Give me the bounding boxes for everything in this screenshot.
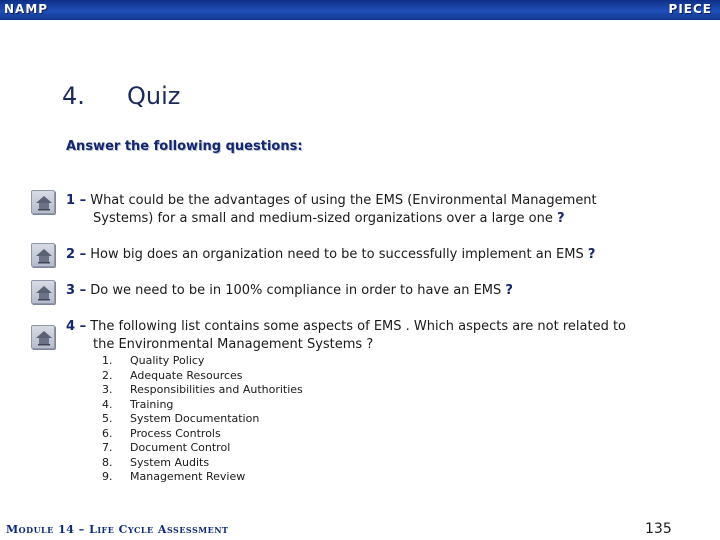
list-item: 2. Adequate Resources xyxy=(102,368,243,382)
home-icon xyxy=(35,329,53,347)
question-1-line2: Systems) for a small and medium-sized organizations over a large one xyxy=(93,211,553,226)
question-3-home-button[interactable] xyxy=(31,280,55,304)
home-icon xyxy=(35,194,53,212)
question-2-number: 2 – xyxy=(66,247,87,262)
header-bar xyxy=(0,0,720,20)
question-1-number: 1 – xyxy=(66,193,87,208)
question-2-home-button[interactable] xyxy=(31,243,55,267)
question-3-line1: Do we need to be in 100% compliance in order to have an EMS xyxy=(90,283,502,298)
list-item: 8. System Audits xyxy=(102,455,210,469)
question-1-line1: What could be the advantages of using the EMS (Environmental Management xyxy=(90,193,597,208)
home-icon xyxy=(35,247,53,265)
question-1-qmark: ? xyxy=(556,211,565,226)
header-piece-label: PIECE xyxy=(668,2,712,16)
question-1-home-button[interactable] xyxy=(31,190,55,214)
question-4-line1: The following list contains some aspects of EMS . Which aspects are not related to xyxy=(90,319,626,334)
question-4-line2: the Environmental Management Systems ? xyxy=(93,337,374,352)
page-number: 135 xyxy=(645,521,672,537)
question-4-number: 4 – xyxy=(66,319,87,334)
question-2-line1: How big does an organization need to be to successfully implement an EMS xyxy=(90,247,584,262)
question-2 xyxy=(66,246,642,264)
header-namp-label: NAMP xyxy=(4,2,49,16)
list-item: 5. System Documentation xyxy=(102,412,260,425)
question-4 xyxy=(66,318,642,354)
home-icon xyxy=(35,284,53,302)
question-3-qmark: ? xyxy=(505,283,513,298)
question-2-qmark: ? xyxy=(587,247,596,262)
aspects-list xyxy=(102,354,303,485)
list-item: 6. Process Controls xyxy=(102,426,221,440)
page-title: Quiz xyxy=(127,82,181,110)
list-item: 1. Quality Policy xyxy=(102,354,205,367)
question-3 xyxy=(66,282,642,300)
question-4-home-button[interactable] xyxy=(31,325,55,349)
list-item: 4. Training xyxy=(102,397,174,411)
question-3-number: 3 – xyxy=(66,283,87,298)
list-item: 3. Responsibilities and Authorities xyxy=(102,383,303,396)
instruction-text: Answer the following questions: xyxy=(66,139,303,154)
section-number: 4. xyxy=(62,82,85,110)
footer-module-title: Module 14 – Life Cycle Assessment xyxy=(6,523,229,536)
question-1 xyxy=(66,192,642,228)
list-item: 9. Management Review xyxy=(102,470,246,483)
list-item: 7. Document Control xyxy=(102,441,231,454)
